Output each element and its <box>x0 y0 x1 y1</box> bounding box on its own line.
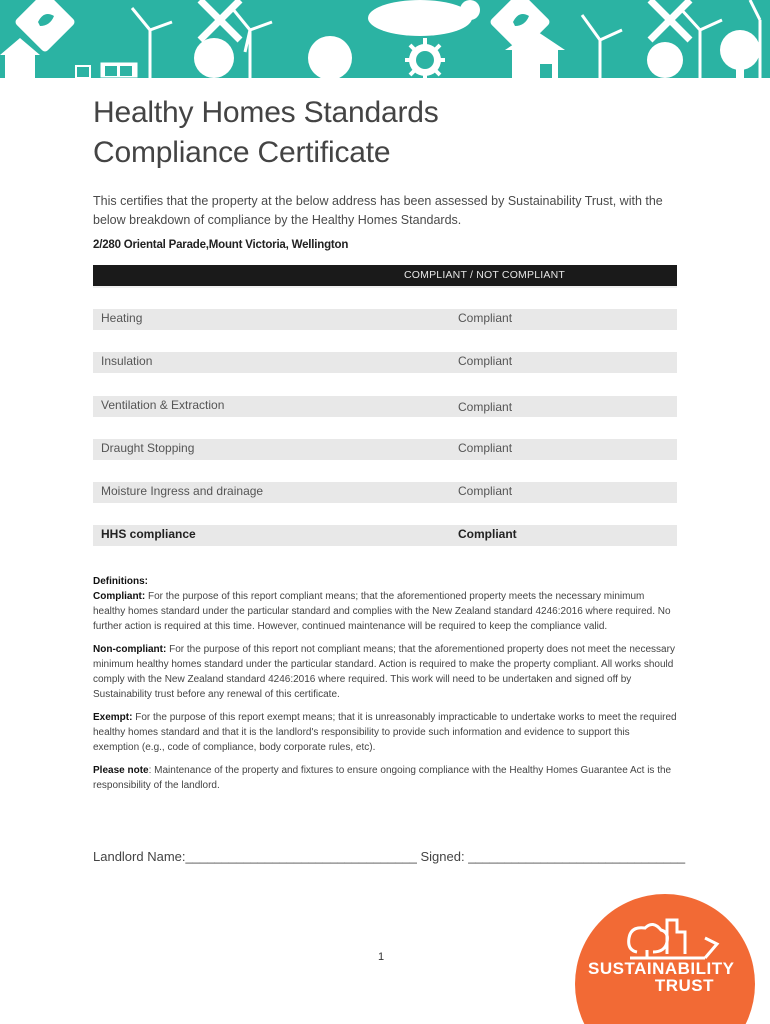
signed-label: Signed: <box>420 849 469 864</box>
please-note-text: : Maintenance of the property and fixtures to ensure ongoing compliance with the Healthy Homes Guarantee Act is the responsibility of the landlord. <box>93 765 672 791</box>
tree-icon <box>194 38 234 78</box>
logo-line-1: SUSTAINABILITY <box>588 959 735 978</box>
definition-compliant <box>93 589 677 634</box>
logo-line-2: TRUST <box>654 976 714 995</box>
summary-status: Compliant <box>458 527 517 541</box>
landlord-name-label: Landlord Name: <box>93 849 186 864</box>
car-icon <box>368 0 472 36</box>
please-note <box>93 763 677 793</box>
table-row <box>93 309 677 330</box>
definition-non-compliant <box>93 642 677 702</box>
term-non-compliant: Non-compliant: <box>93 644 167 655</box>
decorative-banner <box>0 0 770 78</box>
title-line-2: Compliance Certificate <box>93 136 391 169</box>
summary-label: HHS compliance <box>101 527 196 541</box>
table-row <box>93 439 677 460</box>
page-title <box>93 93 439 173</box>
row-label: Insulation <box>101 354 153 368</box>
row-status: Compliant <box>458 484 513 498</box>
tree-icon <box>647 42 683 78</box>
row-label: Draught Stopping <box>101 441 195 455</box>
windmill-icon <box>200 0 240 40</box>
row-status: Compliant <box>458 354 513 368</box>
definition-exempt <box>93 710 677 755</box>
table-row <box>93 352 677 373</box>
term-please-note: Please note <box>93 765 149 776</box>
banner-illustration <box>0 0 770 78</box>
signed-field[interactable]: ______________________________ <box>468 849 686 864</box>
landlord-name-field[interactable]: ________________________________ <box>185 849 417 864</box>
term-compliant: Compliant: <box>93 591 146 602</box>
table-header: COMPLIANT / NOT COMPLIANT <box>93 265 677 286</box>
row-label: Ventilation & Extraction <box>101 398 225 412</box>
house-icon <box>0 38 40 78</box>
logo-wordmark <box>588 959 735 995</box>
sustainability-trust-logo <box>575 894 770 1024</box>
intro-paragraph: This certifies that the property at the below address has been assessed by Sustainability Trust, with the below breakdown of compliance by the Healthy Homes Standards. <box>93 194 663 227</box>
windmill-icon <box>650 0 690 40</box>
definition-exempt-text: For the purpose of this report exempt means; that it is unreasonably impracticable to undertake works to meet the required healthy homes standard and that it is the landlord's responsibility to provide such information and evidence to support this exemption (e.g., code of compliance, body corporate rules, etc). <box>93 712 677 753</box>
row-status: Compliant <box>458 400 513 414</box>
signature-line <box>93 849 685 864</box>
row-label: Moisture Ingress and drainage <box>101 484 264 498</box>
wind-turbine-icon <box>232 8 272 78</box>
term-exempt: Exempt: <box>93 712 133 723</box>
title-line-1: Healthy Homes Standards <box>93 96 439 129</box>
table-row <box>93 396 677 417</box>
row-status: Compliant <box>458 441 513 455</box>
row-label: Heating <box>101 311 143 325</box>
table-header-divider <box>93 286 677 288</box>
row-status: Compliant <box>458 311 513 325</box>
property-address: 2/280 Oriental Parade,Mount Victoria, Wellington <box>93 239 349 251</box>
definitions-heading: Definitions: <box>93 576 148 587</box>
definition-compliant-text: For the purpose of this report compliant means; that the aforementioned property meets the necessary minimum healthy homes standard under the particular standard and complies with the New Zealand standard 4246:2016 where required. No further action is required at this time. However, continued maintenance will be required to keep the compliance valid. <box>93 591 671 632</box>
wind-turbine-icon <box>680 8 722 78</box>
summary-row <box>93 525 677 546</box>
table-row <box>93 482 677 503</box>
wind-turbine-icon <box>582 15 622 78</box>
definitions-section <box>93 574 677 801</box>
definition-non-compliant-text: For the purpose of this report not compliant means; that the aforementioned property does not meet the necessary minimum healthy homes standard under the particular standard. Action is required to make the property compliant. All works should comply with the New Zealand standard 4246:2016 where required. This work will need to be undertaken and signed off by Sustainability trust before any renewal of this certificate. <box>93 644 675 700</box>
page-number: 1 <box>378 951 385 963</box>
